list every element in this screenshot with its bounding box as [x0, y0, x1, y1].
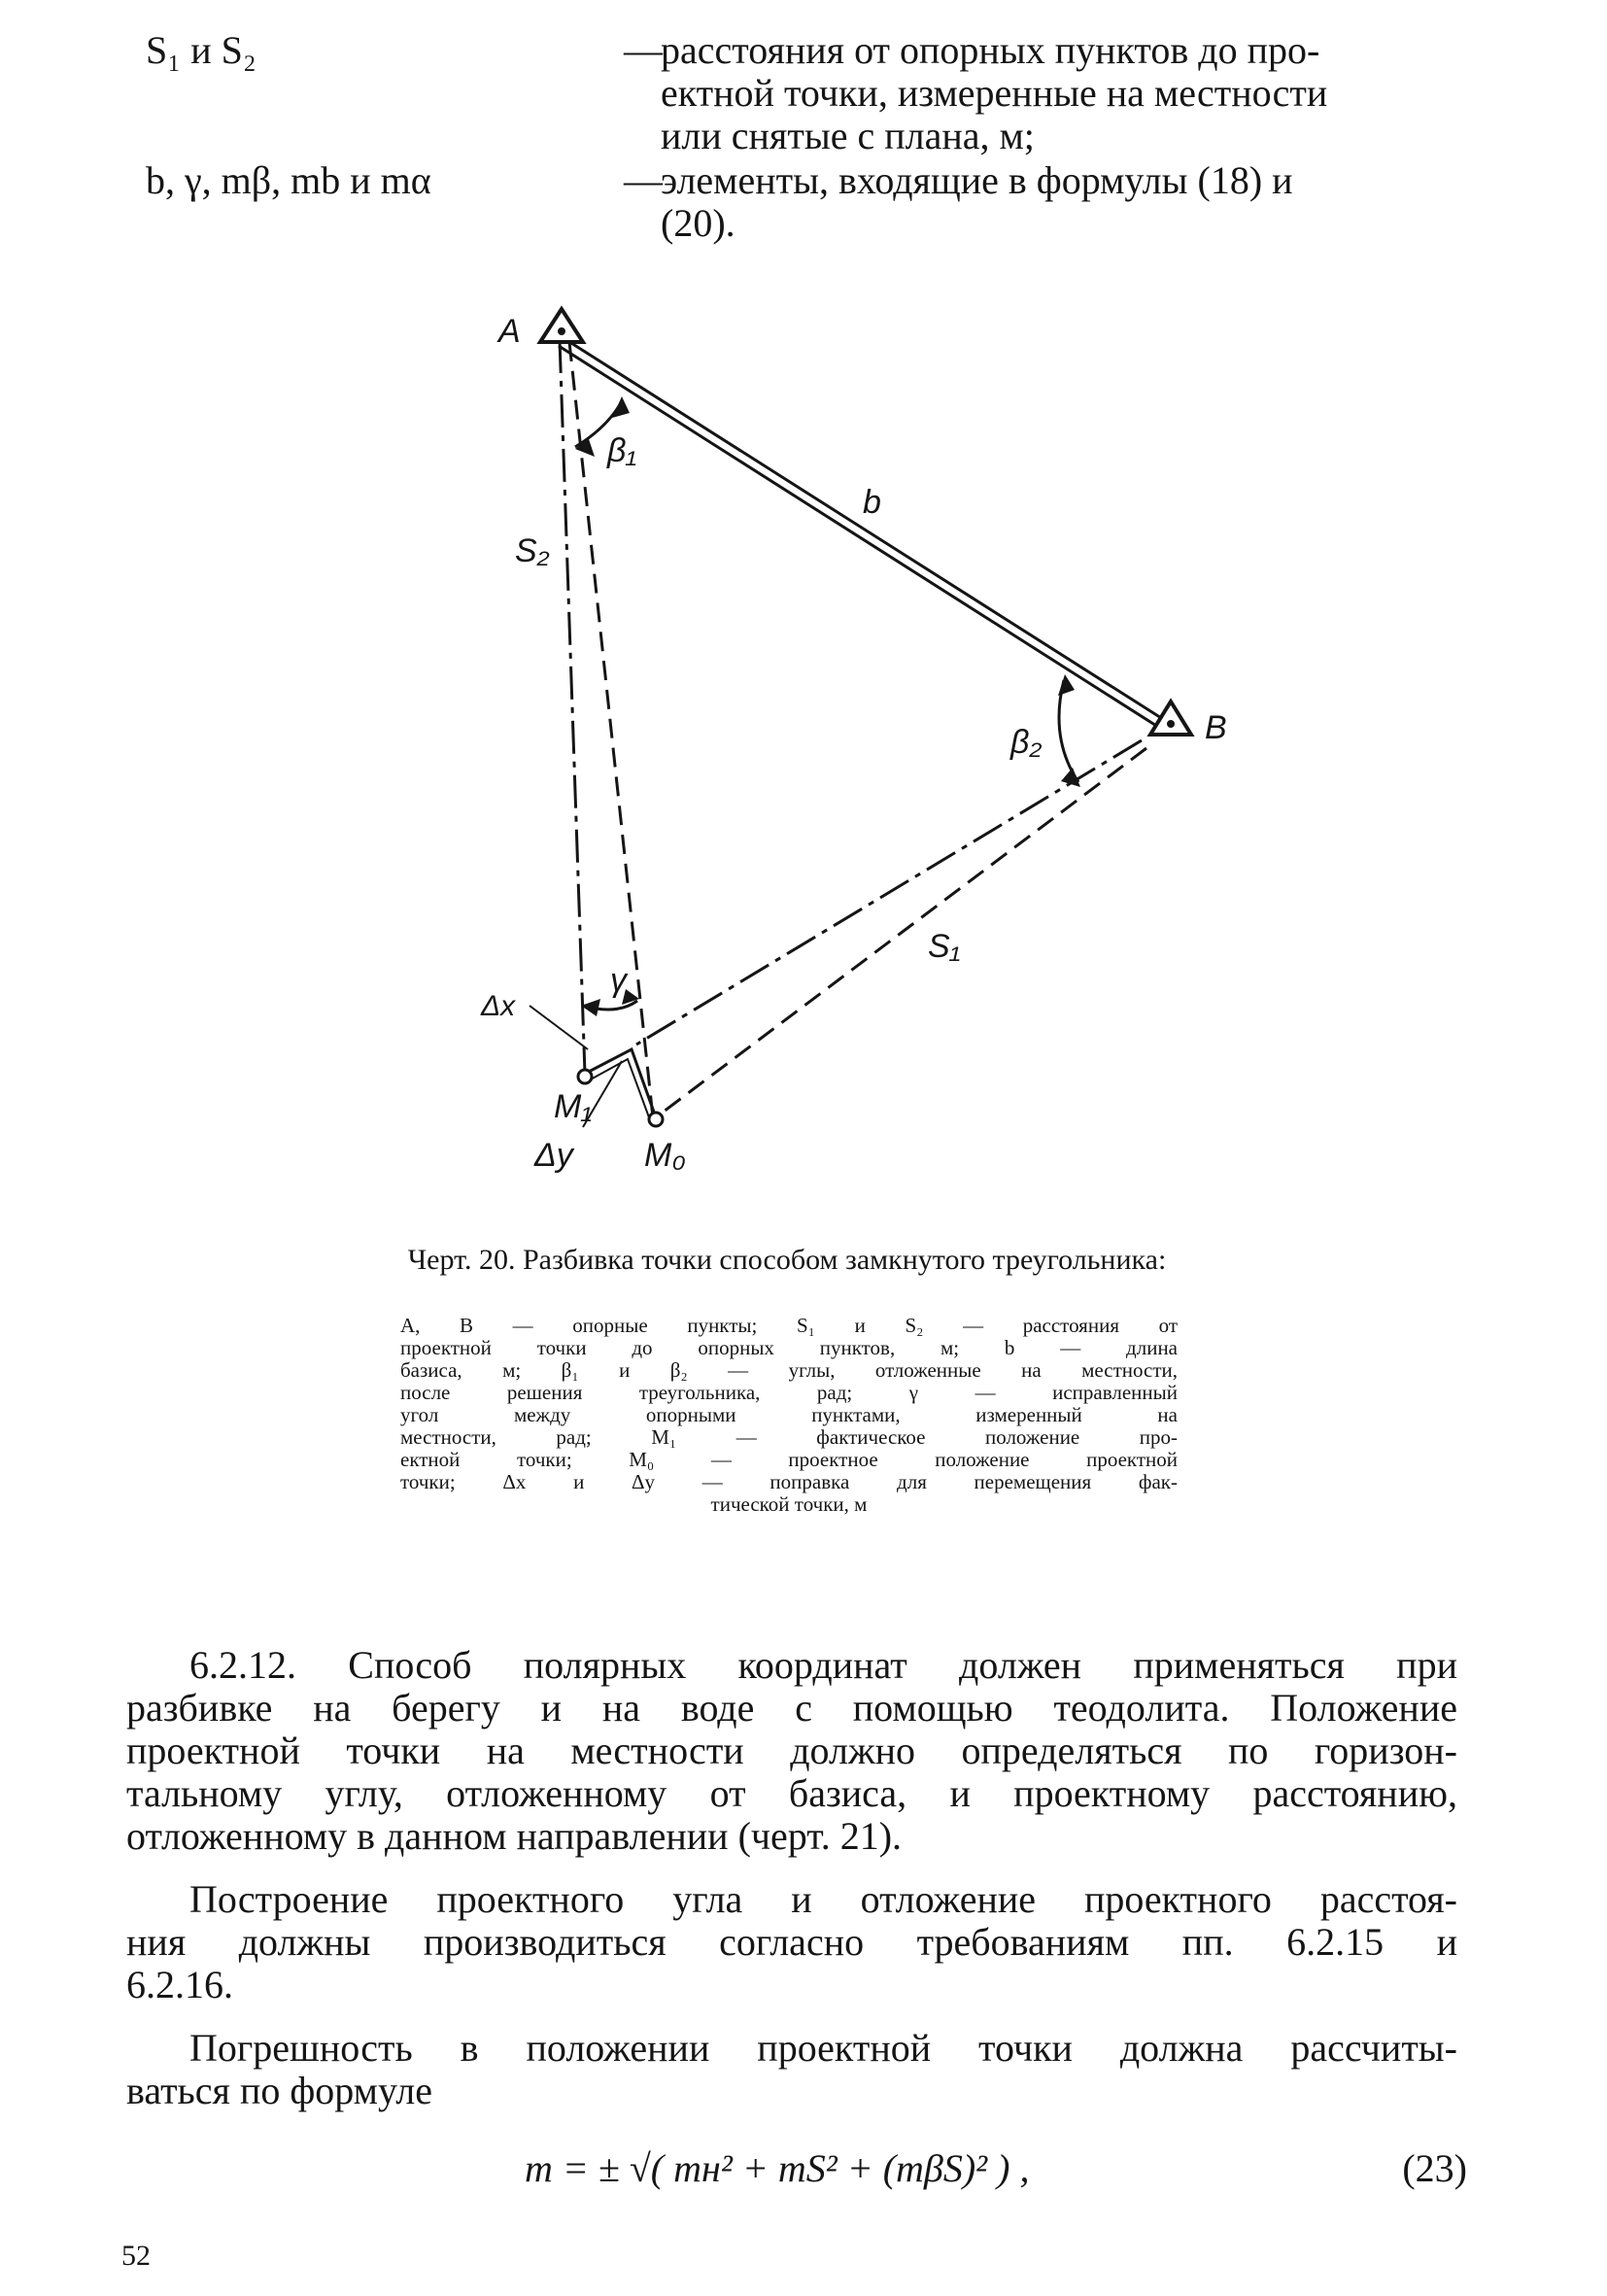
- caption-line: местности, рад; M₁ — фактическое положение про-: [400, 1425, 1178, 1449]
- definition-symbol: S₁ и S₂: [146, 28, 256, 72]
- label-a: A: [498, 313, 521, 350]
- caption-line: ектной точки; M₀ — проектное положение проектной: [400, 1448, 1178, 1471]
- station-b-icon: [1150, 702, 1191, 735]
- definition-text-line: элементы, входящие в формулы (18) и: [661, 158, 1293, 202]
- angle-arc-beta2: [1059, 680, 1078, 782]
- paragraph-line: проектной точки на местности должно определяться по горизон-: [126, 1729, 1457, 1772]
- label-b-station: B: [1205, 709, 1227, 746]
- definition-text-line: или снятые с плана, м;: [661, 114, 1035, 157]
- label-s1: S₁: [928, 928, 961, 965]
- caption-line: A, B — опорные пункты; S₁ и S₂ — расстояния от: [400, 1314, 1178, 1337]
- paragraph-line: ваться по формуле: [126, 2069, 432, 2112]
- figure-caption-title: Черт. 20. Разбивка точки способом замкнутого треугольника:: [407, 1244, 1167, 1276]
- line-s1-actual: [636, 740, 1142, 1045]
- paragraph-line: Построение проектного угла и отложение проектного расстоя-: [189, 1877, 1457, 1921]
- caption-line: точки; Δx и Δy — поправка для перемещения фак-: [400, 1470, 1178, 1493]
- label-gamma: γ: [610, 962, 627, 999]
- paragraph-line: тальному углу, отложенному от базиса, и проектному расстоянию,: [126, 1771, 1457, 1815]
- paragraph-line: отложенному в данном направлении (черт. 21).: [126, 1814, 903, 1858]
- paragraph-line: разбивке на берегу и на воде с помощью теодолита. Положение: [126, 1686, 1457, 1730]
- station-a-icon: [540, 309, 583, 342]
- caption-line: угол между опорными пунктами, измеренный на: [400, 1403, 1178, 1426]
- paragraph-line: Погрешность в положении проектной точки должна рассчиты-: [189, 2026, 1457, 2070]
- definition-text-line: ектной точки, измеренные на местности: [661, 71, 1328, 115]
- paragraph-line: 6.2.16.: [126, 1963, 233, 2006]
- definition-dash: —: [624, 158, 663, 202]
- label-m0: M₀: [644, 1137, 686, 1174]
- paragraph-line: 6.2.12. Способ полярных координат должен применяться при: [189, 1643, 1457, 1687]
- caption-line: тической точки, м: [710, 1492, 868, 1516]
- label-dy: Δy: [534, 1137, 573, 1174]
- definition-text-line: (20).: [661, 201, 735, 245]
- definition-dash: —: [624, 28, 663, 72]
- formula-23: m = ± √( mн² + mS² + (mβS)² ) ,: [525, 2146, 1030, 2190]
- caption-line: проектной точки до опорных пунктов, м; b — длина: [400, 1336, 1178, 1359]
- caption-line: базиса, м; β₁ и β₂ — углы, отложенные на местности,: [400, 1358, 1178, 1382]
- paragraph-line: ния должны производиться согласно требованиям пп. 6.2.15 и: [126, 1920, 1457, 1964]
- definition-symbol: b, γ, mβ, mb и mα: [146, 158, 431, 202]
- baseline-b: [564, 338, 1166, 721]
- label-s2: S₂: [515, 532, 550, 569]
- point-m1-icon: [578, 1070, 592, 1083]
- line-s1-design: [656, 748, 1146, 1117]
- label-base-b: b: [863, 484, 881, 521]
- caption-line: после решения треугольника, рад; γ — исправленный: [400, 1381, 1178, 1404]
- figure-caption-body: [400, 1315, 1178, 1516]
- label-dx: Δx: [481, 990, 516, 1022]
- equation-number: (23): [1402, 2146, 1467, 2190]
- page-number: 52: [121, 2240, 151, 2272]
- baseline-b-inner: [559, 346, 1161, 729]
- label-beta1: β₁: [607, 432, 637, 469]
- label-beta2: β₂: [1010, 724, 1043, 761]
- point-m0-icon: [649, 1113, 663, 1126]
- definition-text-line: расстояния от опорных пунктов до про-: [661, 28, 1320, 72]
- label-m1: M₁: [554, 1088, 593, 1125]
